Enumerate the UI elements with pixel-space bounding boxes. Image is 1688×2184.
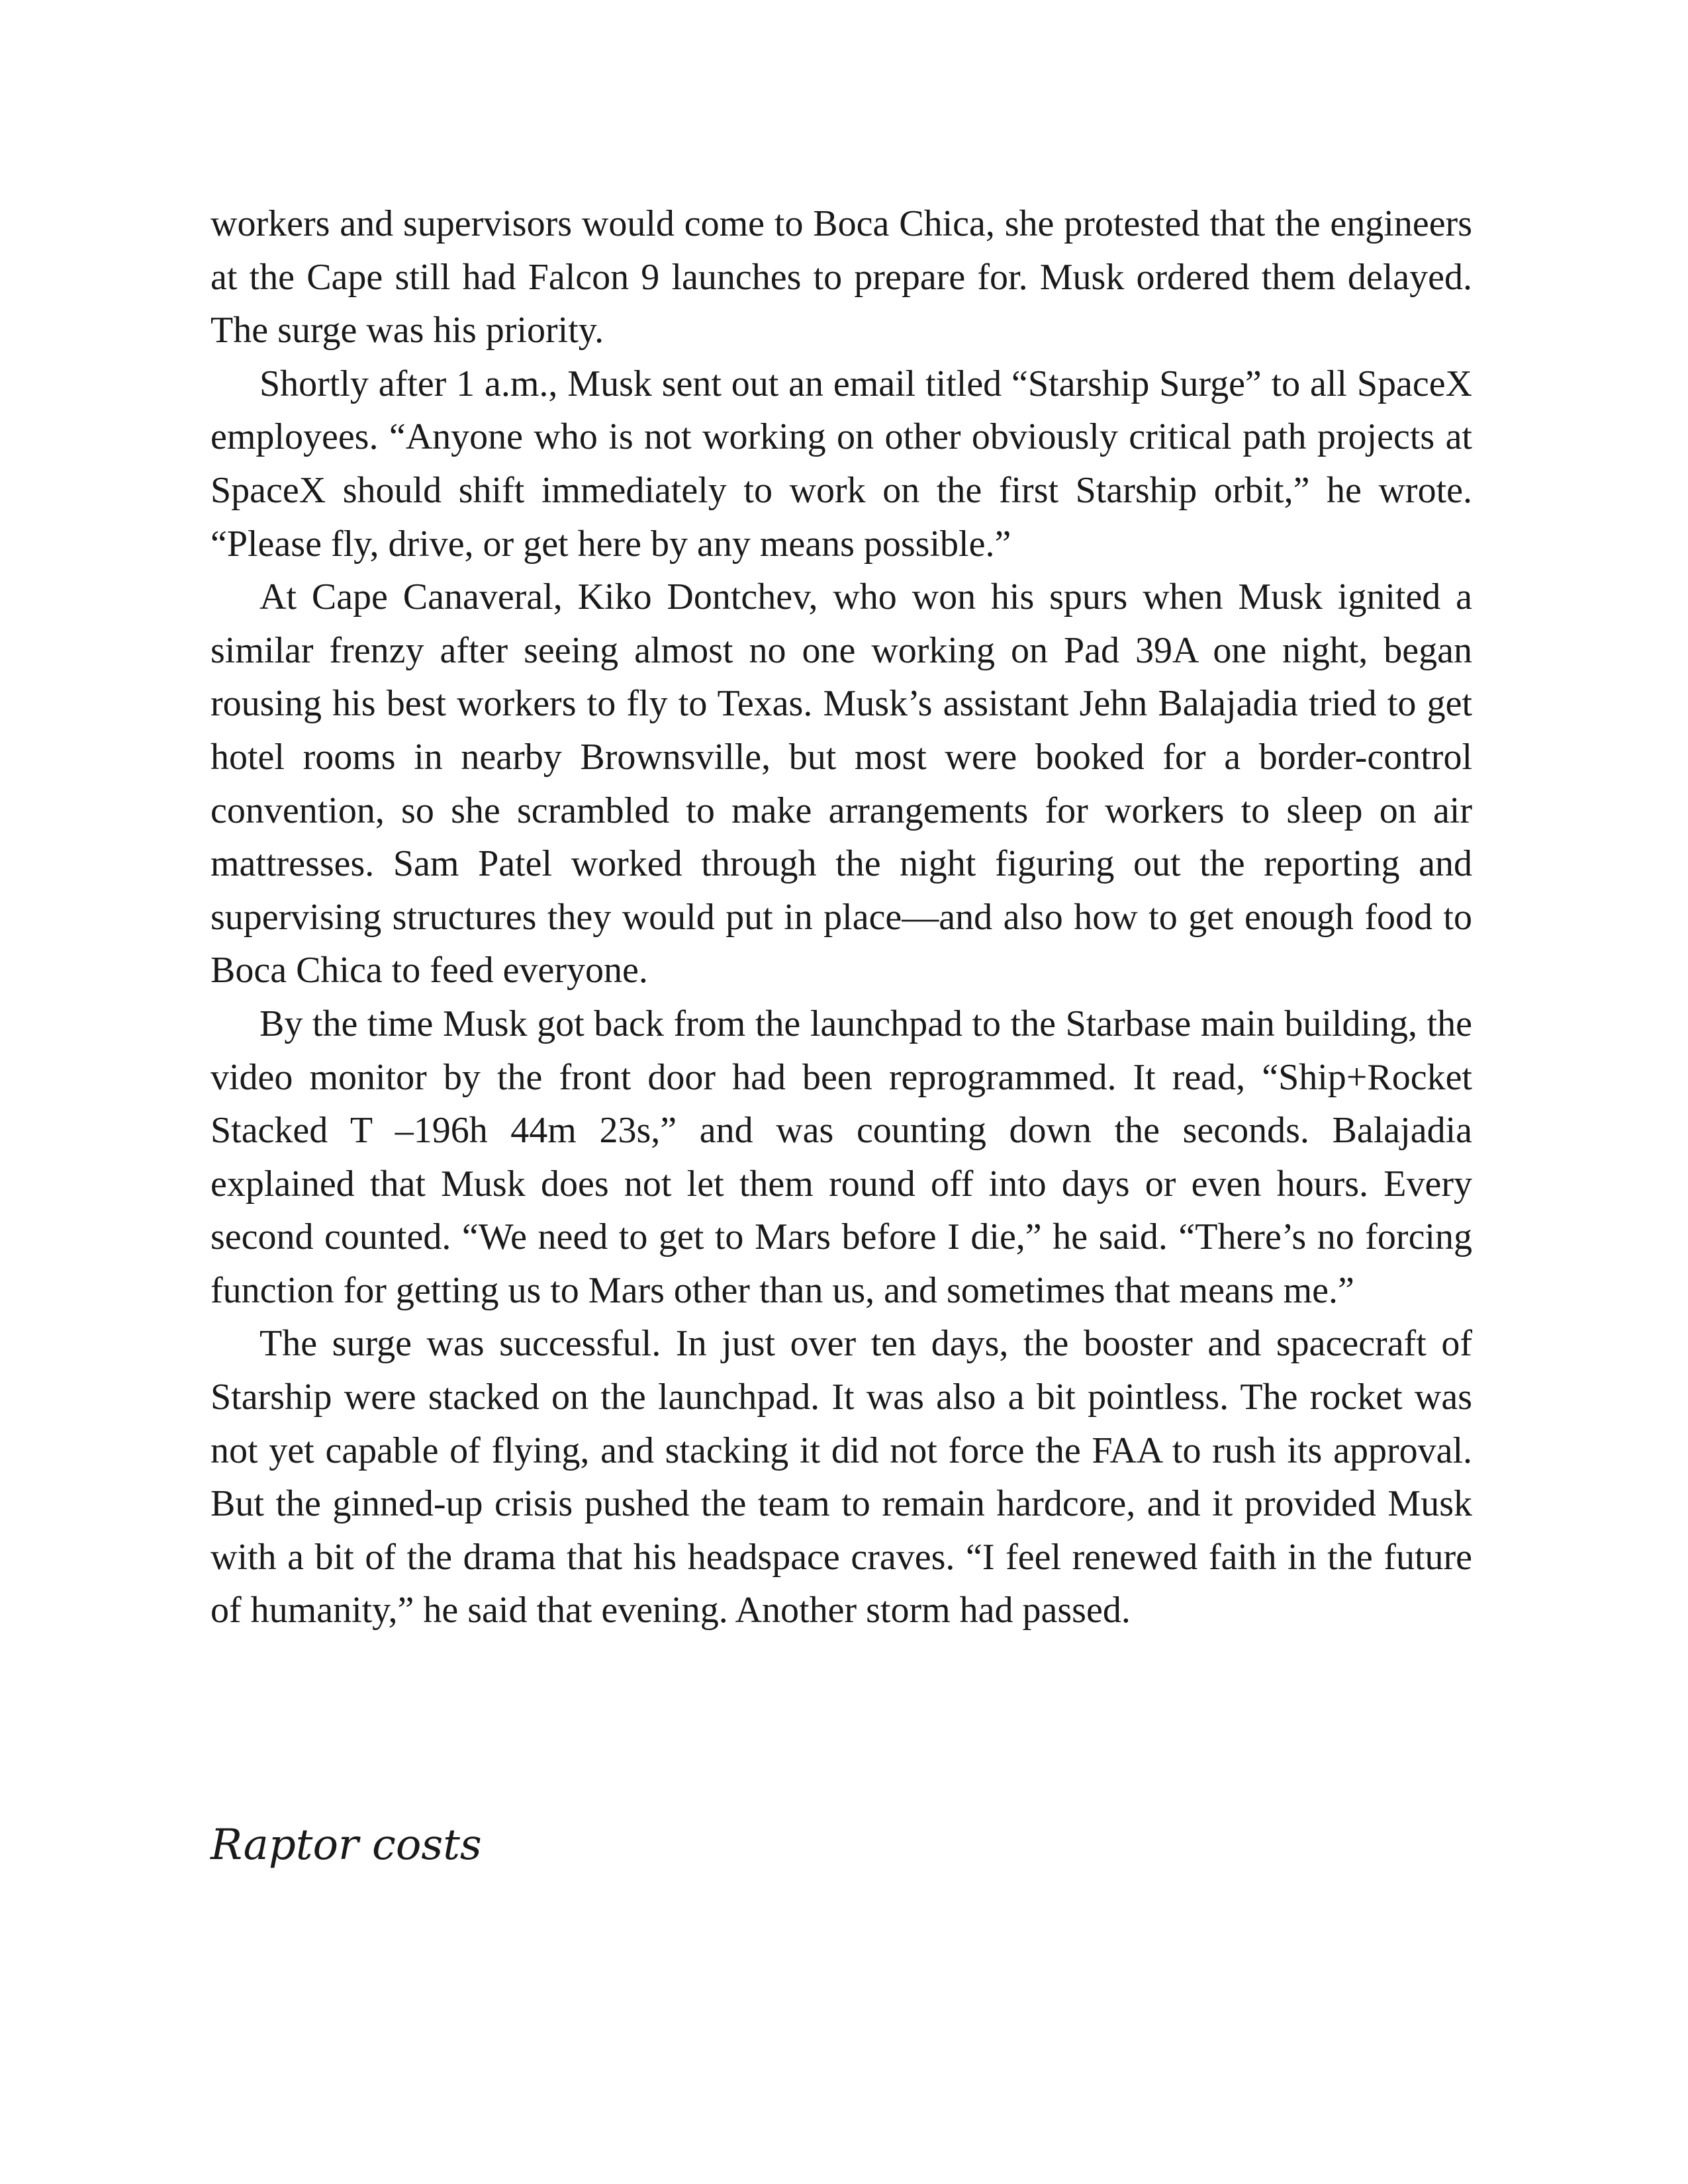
body-text bbox=[211, 197, 1472, 1637]
paragraph-4: By the time Musk got back from the launchpad to the Starbase main building, the video monitor by the front door had been reprogrammed. It read, “Ship+Rocket Stacked T –196h 44m 23s,” and was counting down the seconds. Balajadia explained that Musk does not let them round off into days or even hours. Every second counted. “We need to get to Mars before I die,” he said. “There’s no forcing function for getting us to Mars other than us, and sometimes that means me.” bbox=[211, 1003, 1472, 1311]
section-heading: Raptor costs bbox=[211, 1821, 482, 1870]
paragraph-2: Shortly after 1 a.m., Musk sent out an email titled “Starship Surge” to all SpaceX employees. “Anyone who is not working on other obviously critical path projects at SpaceX should shift immediately to work on the first Starship orbit,” he wrote. “Please fly, drive, or get here by any means possible.” bbox=[211, 363, 1472, 565]
paragraph-5: The surge was successful. In just over ten days, the booster and spacecraft of Starship were stacked on the launchpad. It was also a bit pointless. The rocket was not yet capable of flying, and stacking it did not force the FAA to rush its approval. But the ginned-up crisis pushed the team to remain hardcore, and it provided Musk with a bit of the drama that his headspace craves. “I feel renewed faith in the future of humanity,” he said that evening. Another storm had passed. bbox=[211, 1323, 1472, 1631]
paragraph-1: workers and supervisors would come to Boca Chica, she protested that the engineers at the Cape still had Falcon 9 launches to prepare for. Musk ordered them delayed. The surge was his priority. bbox=[211, 203, 1472, 351]
paragraph-3: At Cape Canaveral, Kiko Dontchev, who won his spurs when Musk ignited a similar frenzy after seeing almost no one working on Pad 39A one night, began rousing his best workers to fly to Texas. Musk’s assistant Jehn Balajadia tried to get hotel rooms in nearby Brownsville, but most were booked for a border-control convention, so she scrambled to make arrangements for workers to sleep on air mattresses. Sam Patel worked through the night figuring out the reporting and supervising structures they would put in place—and also how to get enough food to Boca Chica to feed everyone. bbox=[211, 576, 1472, 991]
